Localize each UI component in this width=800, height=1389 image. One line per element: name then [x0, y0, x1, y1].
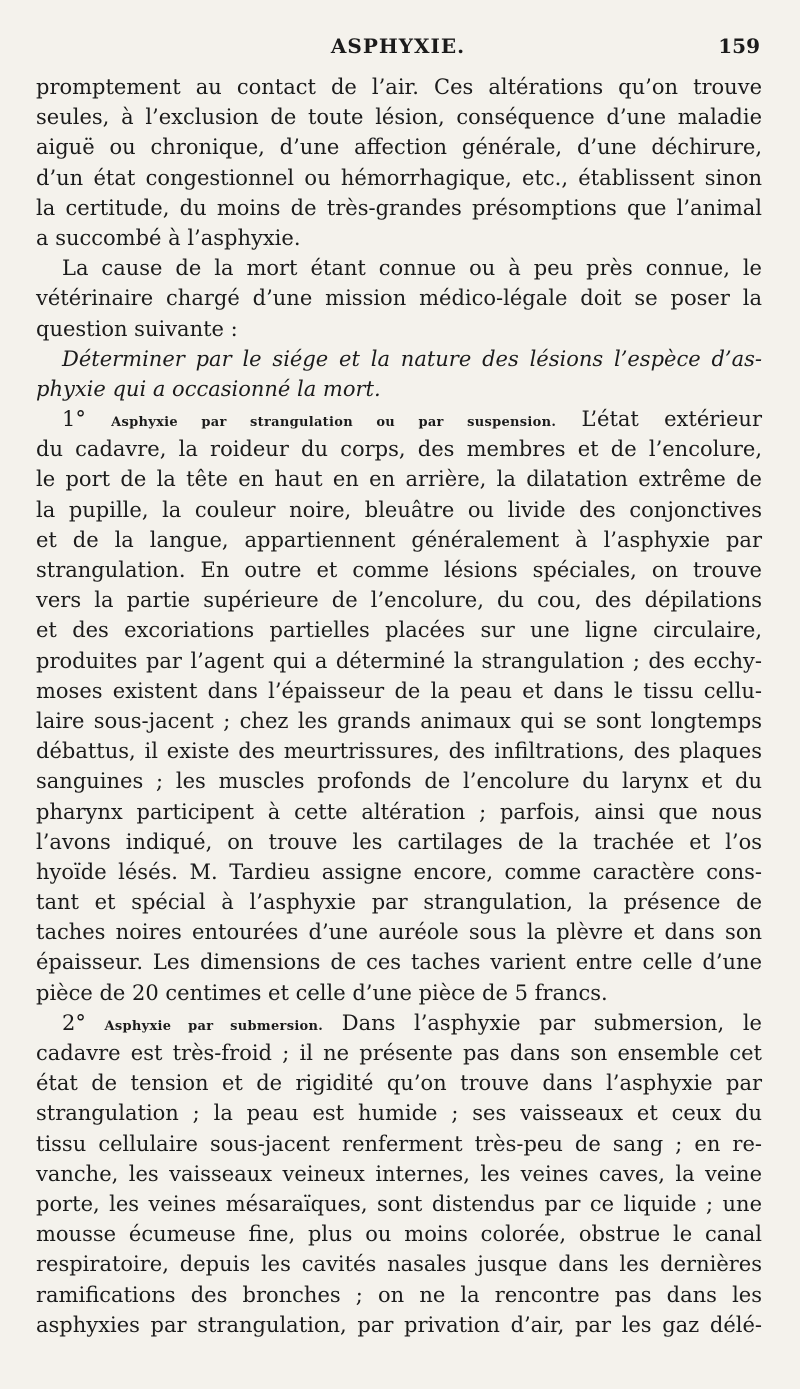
text-line: strangulation. En outre et comme lésions spéciales, on trouve: [36, 558, 762, 582]
text-line: [36, 404, 762, 434]
text-line: respiratoire, depuis les cavités nasales jusque dans les dernières: [36, 1252, 762, 1277]
text-line: La cause de la mort étant connue ou à peu près connue, le: [62, 256, 762, 281]
text-line: cadavre est très-froid ; il ne présente pas dans son ensemble cet: [36, 1041, 762, 1065]
text-line: la certitude, du moins de très-grandes présomptions que l’animal: [36, 195, 762, 220]
text-line: ramifications des bronches ; on ne la rencontre pas dans les: [36, 1282, 762, 1307]
text-line: du cadavre, la roideur du corps, des membres et de l’encolure,: [36, 437, 762, 462]
text-line: tant et spécial à l’asphyxie par strangulation, la présence de: [36, 890, 762, 915]
text-line: strangulation ; la peau est humide ; ses vaisseaux et ceux du: [36, 1101, 762, 1126]
section-heading: Asphyxie par strangulation ou par suspension.: [111, 415, 557, 431]
line-text: L’état extérieur: [581, 407, 762, 432]
text-line: sanguines ; les muscles profonds de l’encolure du larynx et du: [36, 769, 762, 794]
text-line: question suivante :: [36, 316, 238, 341]
text-line: produites par l’agent qui a déterminé la strangulation ; des ecchy-: [36, 648, 762, 673]
text-line: débattus, il existe des meurtrissures, des infiltrations, des plaques: [36, 739, 762, 764]
section-number: 1°: [62, 407, 86, 432]
body-text: [36, 72, 762, 1340]
text-line: a succombé à l’asphyxie.: [36, 225, 301, 250]
text-line: asphyxies par strangulation, par privation d’air, par les gaz délé-: [36, 1312, 762, 1337]
text-line: phyxie qui a occasionné la mort.: [36, 376, 381, 401]
text-line: tissu cellulaire sous-jacent renferment très-peu de sang ; en re-: [36, 1131, 762, 1156]
section-heading: Asphyxie par submersion.: [104, 1018, 324, 1034]
page-number: 159: [718, 34, 760, 58]
text-line: et de la langue, appartiennent généralement à l’asphyxie par: [36, 527, 762, 552]
text-line: d’un état congestionnel ou hémorrhagique, etc., établissent sinon: [36, 165, 762, 190]
section-number: 2°: [62, 1010, 86, 1035]
text-line: vétérinaire chargé d’une mission médico-légale doit se poser la: [36, 286, 762, 311]
text-line: porte, les veines mésaraïques, sont distendus par ce liquide ; une: [36, 1191, 762, 1216]
line-text: Dans l’asphyxie par submersion, le: [341, 1010, 762, 1035]
text-line: seules, à l’exclusion de toute lésion, conséquence d’une maladie: [36, 105, 762, 130]
text-line: et des excoriations partielles placées sur une ligne circulaire,: [36, 618, 762, 643]
text-line: promptement au contact de l’air. Ces altérations qu’on trouve: [36, 75, 762, 99]
running-title: ASPHYXIE.: [330, 34, 466, 58]
text-line: laire sous-jacent ; chez les grands animaux qui se sont longtemps: [36, 708, 762, 733]
text-line: pièce de 20 centimes et celle d’une pièce de 5 francs.: [36, 980, 608, 1005]
text-line: [36, 1008, 762, 1038]
text-line: le port de la tête en haut en en arrière, la dilatation extrême de: [36, 467, 762, 492]
text-line: Déterminer par le siége et la nature des lésions l’espèce d’as-: [62, 346, 762, 371]
running-head: [36, 34, 760, 60]
text-line: vanche, les vaisseaux veineux internes, les veines caves, la veine: [36, 1161, 762, 1186]
text-line: pharynx participent à cette altération ; parfois, ainsi que nous: [36, 799, 762, 824]
text-line: état de tension et de rigidité qu’on trouve dans l’asphyxie par: [36, 1071, 762, 1096]
text-line: l’avons indiqué, on trouve les cartilages de la trachée et l’os: [36, 829, 762, 854]
text-line: hyoïde lésés. M. Tardieu assigne encore, comme caractère cons-: [36, 859, 762, 884]
text-line: taches noires entourées d’une auréole sous la plèvre et dans son: [36, 920, 762, 945]
text-line: vers la partie supérieure de l’encolure, du cou, des dépilations: [36, 588, 762, 613]
text-line: moses existent dans l’épaisseur de la peau et dans le tissu cellu-: [36, 678, 762, 703]
text-line: aiguë ou chronique, d’une affection générale, d’une déchirure,: [36, 135, 762, 160]
text-line: la pupille, la couleur noire, bleuâtre ou livide des conjonctives: [36, 497, 762, 522]
text-line: épaisseur. Les dimensions de ces taches varient entre celle d’une: [36, 950, 762, 975]
text-line: mousse écumeuse fine, plus ou moins colorée, obstrue le canal: [36, 1222, 762, 1247]
